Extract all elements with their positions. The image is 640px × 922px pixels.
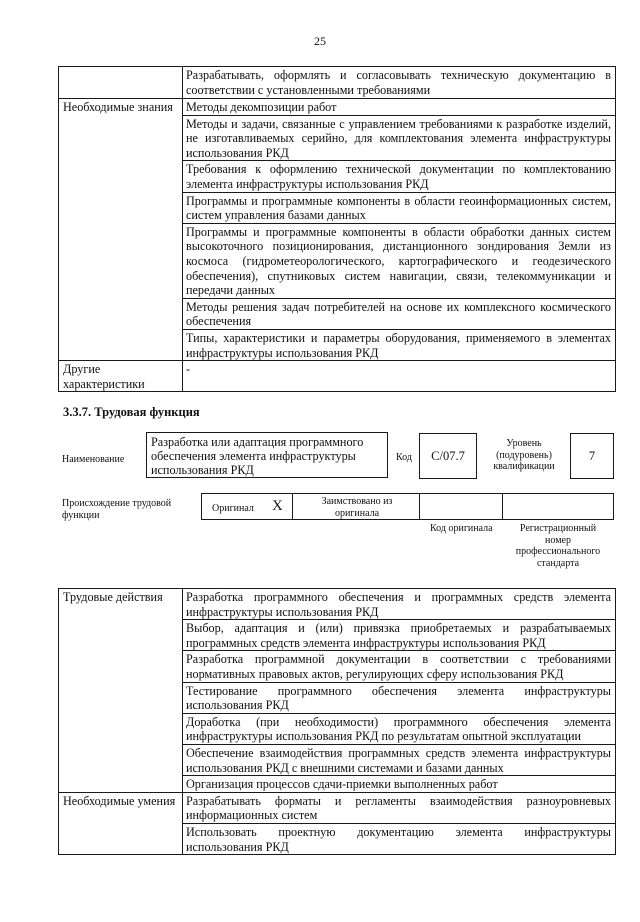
row-label <box>59 67 183 99</box>
skill-item: Разрабатывать, оформлять и согласовывать техническую документацию в соответствии с установленными требованиями <box>183 67 616 99</box>
table-row <box>59 792 616 823</box>
code-label: Код <box>396 452 412 463</box>
table-row <box>59 589 616 620</box>
level-label: Уровень (подуровень) квалификации <box>493 438 555 472</box>
code-original-caption: Код оригинала <box>430 523 493 534</box>
original-label: Оригинал <box>212 503 254 514</box>
action-item: Доработка (при необходимости) программного обеспечения элемента инфраструктуры использования РКД по результатам опытной эксплуатации <box>183 713 616 744</box>
action-item: Организация процессов сдачи-приемки выполненных работ <box>183 776 616 793</box>
name-label: Наименование <box>62 454 125 465</box>
knowledge-item: Методы решения задач потребителей на основе их комплексного космического обеспечения <box>183 298 616 329</box>
knowledge-item: Программы и программные компоненты в области обработки данных систем высокоточного позиционирования, дистанционного зондирования Земли из космоса (гидрометеорологического, картографического и геодезического обеспечения), спутниковых систем навигации, связи, телекоммуникации и передачи данных <box>183 223 616 298</box>
row-label-knowledge: Необходимые знания <box>59 99 183 361</box>
borrowed-label: Заимствовано из оригинала <box>321 496 393 519</box>
original-mark: X <box>272 498 283 514</box>
actions-table <box>58 588 616 855</box>
action-item: Обеспечение взаимодействия программных средств элемента инфраструктуры использования РКД с внешними системами и базами данных <box>183 744 616 775</box>
row-label-actions: Трудовые действия <box>59 589 183 793</box>
function-name: Разработка или адаптация программного обеспечения элемента инфраструктуры использования РКД <box>151 435 364 477</box>
action-item: Выбор, адаптация и (или) привязка приобретаемых и разрабатываемых программных средств элемента инфраструктуры использования РКД <box>183 620 616 651</box>
table-row <box>59 67 616 99</box>
reg-number-caption: Регистрационный номер профессионального стандарта <box>515 523 601 569</box>
level-value: 7 <box>588 449 596 463</box>
function-name-box <box>146 432 388 478</box>
code-box <box>419 433 477 479</box>
code-value: C/07.7 <box>431 449 465 463</box>
knowledge-item: Программы и программные компоненты в области геоинформационных систем, систем управления базами данных <box>183 192 616 223</box>
skill-item: Использовать проектную документацию элемента инфраструктуры использования РКД <box>183 823 616 854</box>
section-heading: 3.3.7. Трудовая функция <box>63 405 200 419</box>
skill-item: Разрабатывать форматы и регламенты взаимодействия разноуровневых информационных систем <box>183 792 616 823</box>
row-label-other: Другие характеристики <box>59 361 183 392</box>
table-row <box>59 361 616 392</box>
other-item: - <box>183 361 616 392</box>
row-label-skills: Необходимые умения <box>59 792 183 854</box>
action-item: Разработка программного обеспечения и программных средств элемента инфраструктуры использования РКД <box>183 589 616 620</box>
page-number: 25 <box>314 34 326 48</box>
table-row <box>59 99 616 116</box>
action-item: Тестирование программного обеспечения элемента инфраструктуры использования РКД <box>183 682 616 713</box>
knowledge-item: Требования к оформлению технической документации по комплектованию элемента инфраструктуры использования РКД <box>183 161 616 192</box>
knowledge-item: Типы, характеристики и параметры оборудования, применяемого в элементах инфраструктуры использования РКД <box>183 329 616 360</box>
origin-boxes <box>201 493 614 520</box>
knowledge-table <box>58 66 616 392</box>
action-item: Разработка программной документации в соответствии с требованиями нормативных правовых актов, регулирующих сферу использования РКД <box>183 651 616 682</box>
level-box <box>570 433 614 479</box>
knowledge-item: Методы декомпозиции работ <box>183 99 616 116</box>
knowledge-item: Методы и задачи, связанные с управлением требованиями к разработке изделий, не изготавливаемых серийно, для комплектования элемента инфраструктуры использования РКД <box>183 115 616 161</box>
origin-label: Происхождение трудовой функции <box>62 498 172 521</box>
